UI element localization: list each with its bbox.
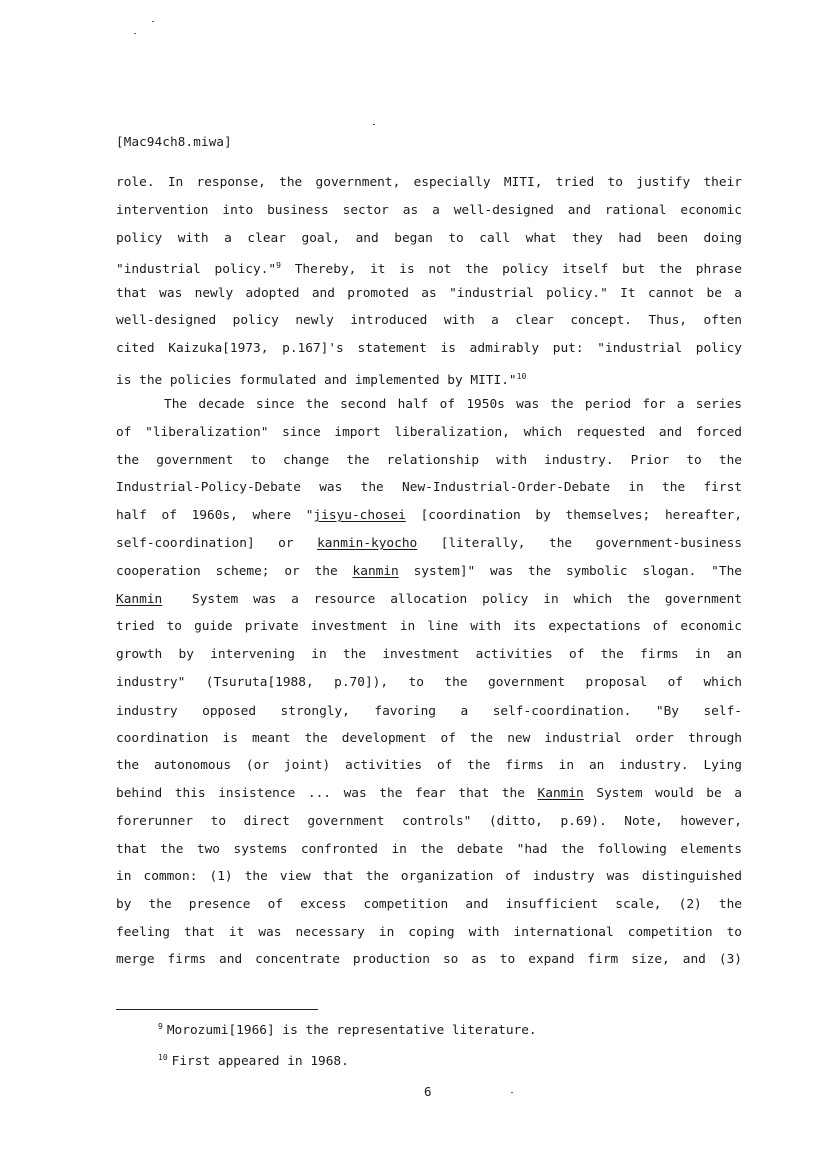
scan-speck (134, 33, 136, 34)
footnote-marker: 10 (158, 1053, 168, 1062)
body-line: role. In response, the government, especially MITI, tried to justify their (116, 175, 742, 190)
term-kanmin: kanmin (352, 564, 399, 579)
body-text: [coordination by themselves; hereafter, (405, 508, 742, 523)
body-line: industry" (Tsuruta[1988, p.70]), to the government proposal of which (116, 675, 742, 690)
scan-speck (511, 1092, 513, 1093)
body-line: intervention into business sector as a well-designed and rational economic (116, 203, 742, 218)
body-line: by the presence of excess competition and insufficient scale, (2) the (116, 897, 742, 912)
footnote-separator (116, 1009, 318, 1010)
body-line (116, 536, 742, 552)
body-line: forerunner to direct government controls" (ditto, p.69). Note, however, (116, 814, 742, 829)
body-text: system]" was the symbolic slogan. "The (398, 564, 742, 579)
body-line: in common: (1) the view that the organization of industry was distinguished (116, 869, 742, 884)
body-line: well-designed policy newly introduced with a clear concept. Thus, often (116, 313, 742, 328)
body-line: cited Kaizuka[1973, p.167]'s statement is admirably put: "industrial policy (116, 341, 742, 356)
term-kanmin: Kanmin (116, 592, 163, 607)
body-text: cooperation scheme; or the (116, 564, 353, 579)
footnote-marker: 9 (158, 1022, 163, 1031)
body-line: The decade since the second half of 1950s was the period for a series (164, 397, 742, 412)
scan-speck (373, 124, 375, 125)
body-text: System was a resource allocation policy in which the government (192, 592, 742, 607)
body-text: half of 1960s, where " (116, 508, 314, 523)
scan-speck (152, 21, 154, 22)
body-text: System would be a (583, 786, 743, 801)
file-label: [Mac94ch8.miwa] (116, 134, 232, 149)
body-line (116, 508, 742, 524)
body-text: [literally, the government-business (417, 536, 743, 551)
body-line: merge firms and concentrate production so as to expand firm size, and (3) (116, 952, 742, 967)
body-line: coordination is meant the development of the new industrial order through (116, 731, 742, 746)
body-text: self-coordination] or (116, 536, 318, 551)
body-line: feeling that it was necessary in coping with international competition to (116, 925, 742, 940)
body-line: tried to guide private investment in line with its expectations of economic (116, 619, 742, 634)
body-line (116, 786, 742, 802)
footnote-ref: 9 (276, 261, 281, 270)
body-text: is the policies formulated and implemented by MITI." (116, 373, 517, 388)
body-text: behind this insistence ... was the fear that the (116, 786, 538, 801)
body-line (116, 369, 742, 389)
body-line: the autonomous (or joint) activities of the firms in an industry. Lying (116, 758, 742, 773)
body-text: Thereby, it is not the policy itself but the phrase (280, 262, 742, 277)
body-line: of "liberalization" since import liberalization, which requested and forced (116, 425, 742, 440)
term-jisyu-chosei: jisyu-chosei (313, 508, 406, 523)
body-line: the government to change the relationship with industry. Prior to the (116, 453, 742, 468)
term-kanmin-kyocho: kanmin-kyocho (317, 536, 418, 551)
body-line: Industrial-Policy-Debate was the New-Industrial-Order-Debate in the first (116, 480, 742, 495)
footnote (158, 1022, 537, 1038)
body-line (116, 592, 742, 608)
footnote-text: Morozumi[1966] is the representative literature. (166, 1023, 537, 1038)
footnote (158, 1053, 349, 1069)
footnote-ref: 10 (516, 372, 527, 381)
body-line: that was newly adopted and promoted as "industrial policy." It cannot be a (116, 286, 742, 301)
body-line (116, 564, 742, 580)
body-line: industry opposed strongly, favoring a self-coordination. "By self- (116, 704, 742, 719)
page-number: 6 (424, 1084, 432, 1099)
body-line (116, 258, 742, 278)
footnote-text: First appeared in 1968. (171, 1054, 349, 1069)
body-line: that the two systems confronted in the debate "had the following elements (116, 842, 742, 857)
body-text: "industrial policy." (116, 262, 277, 277)
body-line: growth by intervening in the investment activities of the firms in an (116, 647, 742, 662)
body-line: policy with a clear goal, and began to call what they had been doing (116, 231, 742, 246)
term-kanmin: Kanmin (537, 786, 584, 801)
